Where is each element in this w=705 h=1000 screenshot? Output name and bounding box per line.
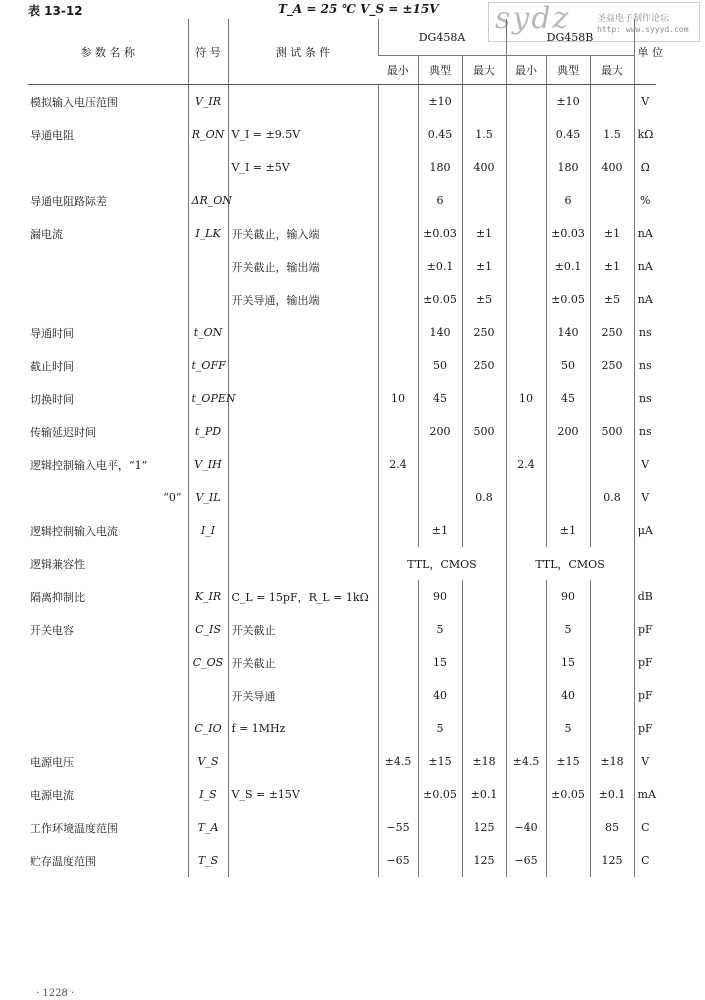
value-a-max: [462, 85, 506, 119]
value-a-max: [462, 514, 506, 547]
value-b-span: TTL，CMOS: [506, 547, 634, 580]
value-a-min: [378, 250, 418, 283]
value-b-typ: [546, 448, 590, 481]
col-a-typ: 典型: [418, 56, 462, 85]
value-a-typ: 140: [418, 316, 462, 349]
col-symbol: 符 号: [188, 19, 228, 85]
value-a-max: 1.5: [462, 118, 506, 151]
value-a-min: ±4.5: [378, 745, 418, 778]
value-b-typ: 15: [546, 646, 590, 679]
value-b-typ: [546, 481, 590, 514]
value-b-min: [506, 481, 546, 514]
value-b-max: [590, 679, 634, 712]
param-symbol: C_IO: [188, 712, 228, 745]
test-condition: 开关截止: [228, 646, 378, 679]
param-symbol: t_PD: [188, 415, 228, 448]
value-b-max: 400: [590, 151, 634, 184]
value-b-min: [506, 184, 546, 217]
test-condition: [228, 316, 378, 349]
value-b-max: [590, 646, 634, 679]
value-a-min: [378, 316, 418, 349]
value-a-typ: ±0.1: [418, 250, 462, 283]
param-unit: Ω: [634, 151, 656, 184]
value-b-max: 125: [590, 844, 634, 877]
value-a-max: [462, 613, 506, 646]
value-a-typ: 5: [418, 613, 462, 646]
value-a-max: [462, 646, 506, 679]
value-b-min: [506, 217, 546, 250]
test-condition: [228, 811, 378, 844]
table-row: [28, 679, 656, 712]
value-b-min: 10: [506, 382, 546, 415]
page-number: · 1228 ·: [36, 988, 75, 999]
param-name: 电源电流: [30, 788, 74, 802]
value-b-min: [506, 283, 546, 316]
test-condition: 开关截止，输入端: [228, 217, 378, 250]
col-part-b: DG458B: [506, 19, 634, 56]
test-condition: [228, 382, 378, 415]
test-condition: [228, 184, 378, 217]
param-symbol: K_IR: [188, 580, 228, 613]
test-condition: V_I = ±5V: [228, 151, 378, 184]
value-b-max: 250: [590, 349, 634, 382]
value-a-typ: 5: [418, 712, 462, 745]
value-a-min: [378, 184, 418, 217]
value-a-min: [378, 646, 418, 679]
table-row: [28, 580, 656, 613]
value-a-typ: 200: [418, 415, 462, 448]
value-b-min: [506, 679, 546, 712]
param-name: 逻辑控制输入电平，“1”: [30, 458, 148, 472]
value-b-typ: 40: [546, 679, 590, 712]
value-b-max: 1.5: [590, 118, 634, 151]
param-name: 导通电阻: [30, 128, 74, 142]
table-row: [28, 217, 656, 250]
param-unit: kΩ: [634, 118, 656, 151]
value-b-typ: 5: [546, 613, 590, 646]
value-b-min: [506, 613, 546, 646]
param-name: 贮存温度范围: [30, 854, 96, 868]
param-symbol: T_A: [188, 811, 228, 844]
value-a-typ: ±0.03: [418, 217, 462, 250]
param-symbol: C_IS: [188, 613, 228, 646]
col-unit: 单 位: [634, 19, 656, 85]
value-a-max: [462, 712, 506, 745]
param-unit: dB: [634, 580, 656, 613]
value-a-min: [378, 580, 418, 613]
param-symbol: [188, 547, 228, 580]
param-name: 电源电压: [30, 755, 74, 769]
test-condition: C_L = 15pF，R_L = 1kΩ: [228, 580, 378, 613]
value-b-typ: ±1: [546, 514, 590, 547]
value-b-typ: ±0.05: [546, 778, 590, 811]
value-a-typ: [418, 481, 462, 514]
value-a-typ: 180: [418, 151, 462, 184]
value-b-typ: 6: [546, 184, 590, 217]
value-a-max: [462, 580, 506, 613]
value-a-max: ±1: [462, 250, 506, 283]
value-b-min: [506, 712, 546, 745]
value-a-min: [378, 481, 418, 514]
watermark-logo: sydz: [495, 1, 571, 36]
value-a-max: 250: [462, 316, 506, 349]
value-b-min: [506, 118, 546, 151]
param-symbol: [188, 679, 228, 712]
param-name: 逻辑控制输入电流: [30, 524, 118, 538]
table-row: [28, 646, 656, 679]
table-row: [28, 118, 656, 151]
param-unit: nA: [634, 283, 656, 316]
value-b-min: [506, 85, 546, 119]
param-name: 工作环境温度范围: [30, 821, 118, 835]
col-part-a: DG458A: [378, 19, 506, 56]
param-unit: %: [634, 184, 656, 217]
value-b-max: [590, 613, 634, 646]
value-a-min: [378, 349, 418, 382]
value-a-typ: ±10: [418, 85, 462, 119]
value-b-min: [506, 778, 546, 811]
value-a-max: 250: [462, 349, 506, 382]
param-name: 传输延迟时间: [30, 425, 96, 439]
param-name: [28, 250, 188, 283]
value-b-typ: ±0.05: [546, 283, 590, 316]
value-b-min: [506, 514, 546, 547]
param-unit: pF: [634, 613, 656, 646]
param-name: 导通电阻路际差: [30, 194, 107, 208]
table-row: [28, 547, 656, 580]
table-row: [28, 613, 656, 646]
param-symbol: I_I: [188, 514, 228, 547]
value-b-min: 2.4: [506, 448, 546, 481]
param-symbol: V_IR: [188, 85, 228, 119]
param-unit: pF: [634, 679, 656, 712]
test-condition: 开关截止: [228, 613, 378, 646]
table-row: [28, 745, 656, 778]
value-a-max: 0.8: [462, 481, 506, 514]
param-unit: C: [634, 811, 656, 844]
value-a-typ: 90: [418, 580, 462, 613]
value-b-max: [590, 382, 634, 415]
value-a-min: [378, 118, 418, 151]
param-symbol: V_IL: [188, 481, 228, 514]
table-row: [28, 184, 656, 217]
param-unit: V: [634, 481, 656, 514]
value-a-typ: ±1: [418, 514, 462, 547]
value-b-max: [590, 184, 634, 217]
value-b-min: −40: [506, 811, 546, 844]
value-b-typ: ±0.1: [546, 250, 590, 283]
test-condition: 开关导通: [228, 679, 378, 712]
param-symbol: t_OPEN: [188, 382, 228, 415]
table-row: [28, 712, 656, 745]
param-unit: nA: [634, 217, 656, 250]
table-row: [28, 844, 656, 877]
value-b-min: [506, 151, 546, 184]
param-name: 导通时间: [30, 326, 74, 340]
param-unit: V: [634, 85, 656, 119]
param-symbol: [188, 151, 228, 184]
value-a-min: [378, 85, 418, 119]
value-b-min: [506, 415, 546, 448]
value-b-max: ±5: [590, 283, 634, 316]
value-b-typ: 180: [546, 151, 590, 184]
param-symbol: I_S: [188, 778, 228, 811]
param-unit: ns: [634, 382, 656, 415]
value-a-max: ±0.1: [462, 778, 506, 811]
test-condition: 开关导通，输出端: [228, 283, 378, 316]
value-b-max: ±0.1: [590, 778, 634, 811]
value-a-typ: 40: [418, 679, 462, 712]
param-name: 逻辑兼容性: [30, 557, 85, 571]
value-a-typ: 0.45: [418, 118, 462, 151]
param-unit: pF: [634, 646, 656, 679]
value-a-typ: 50: [418, 349, 462, 382]
param-symbol: V_S: [188, 745, 228, 778]
test-condition: f = 1MHz: [228, 712, 378, 745]
param-name: 切换时间: [30, 392, 74, 406]
table-row: [28, 85, 656, 119]
param-unit: [634, 547, 656, 580]
param-unit: V: [634, 448, 656, 481]
value-b-typ: 45: [546, 382, 590, 415]
param-unit: nA: [634, 250, 656, 283]
table-row: [28, 382, 656, 415]
table-row: [28, 514, 656, 547]
test-condition: V_I = ±9.5V: [228, 118, 378, 151]
param-unit: ns: [634, 316, 656, 349]
param-unit: V: [634, 745, 656, 778]
col-b-max: 最大: [590, 56, 634, 85]
param-symbol: ΔR_ON: [188, 184, 228, 217]
param-name: 隔离抑制比: [30, 590, 85, 604]
col-a-min: 最小: [378, 56, 418, 85]
value-a-max: 125: [462, 811, 506, 844]
param-unit: ns: [634, 415, 656, 448]
value-a-typ: [418, 448, 462, 481]
param-symbol: I_LK: [188, 217, 228, 250]
value-a-typ: 15: [418, 646, 462, 679]
value-b-typ: 90: [546, 580, 590, 613]
param-symbol: [188, 250, 228, 283]
param-name: [28, 679, 188, 712]
table-row: [28, 415, 656, 448]
param-symbol: R_ON: [188, 118, 228, 151]
value-b-max: [590, 85, 634, 119]
value-b-typ: ±0.03: [546, 217, 590, 250]
value-b-min: [506, 250, 546, 283]
param-name: [28, 712, 188, 745]
test-condition: [228, 349, 378, 382]
value-b-max: ±18: [590, 745, 634, 778]
test-condition: [228, 514, 378, 547]
test-condition: [228, 85, 378, 119]
value-a-min: [378, 778, 418, 811]
table-row: [28, 778, 656, 811]
table-row: [28, 811, 656, 844]
value-b-min: [506, 316, 546, 349]
value-b-typ: [546, 811, 590, 844]
test-condition: [228, 481, 378, 514]
value-a-typ: [418, 811, 462, 844]
param-symbol: T_S: [188, 844, 228, 877]
param-name: “0”: [163, 491, 182, 504]
value-b-max: [590, 448, 634, 481]
value-a-max: 400: [462, 151, 506, 184]
value-b-max: [590, 580, 634, 613]
table-number: 表 13-12: [28, 4, 83, 18]
table-row: [28, 250, 656, 283]
value-a-min: [378, 415, 418, 448]
value-b-max: 500: [590, 415, 634, 448]
param-symbol: t_ON: [188, 316, 228, 349]
param-unit: pF: [634, 712, 656, 745]
table-row: [28, 448, 656, 481]
spec-table: [28, 19, 664, 877]
test-conditions-header: T_A = 25 ℃ V_S = ±15V: [278, 2, 439, 16]
watermark-site-name: 圣益电子制作论坛: [597, 14, 670, 24]
test-condition: V_S = ±15V: [228, 778, 378, 811]
table-row: [28, 316, 656, 349]
param-symbol: [188, 283, 228, 316]
value-a-max: [462, 679, 506, 712]
table-row: [28, 481, 656, 514]
value-a-min: [378, 613, 418, 646]
value-a-max: 125: [462, 844, 506, 877]
table-row: [28, 151, 656, 184]
value-a-max: [462, 184, 506, 217]
value-b-typ: ±10: [546, 85, 590, 119]
col-conditions: 测 试 条 件: [228, 19, 378, 85]
value-b-min: −65: [506, 844, 546, 877]
value-a-min: [378, 151, 418, 184]
value-a-min: 2.4: [378, 448, 418, 481]
param-name: [28, 283, 188, 316]
value-a-max: [462, 448, 506, 481]
value-b-min: [506, 580, 546, 613]
test-condition: [228, 415, 378, 448]
value-a-typ: 6: [418, 184, 462, 217]
table-row: [28, 349, 656, 382]
value-b-max: ±1: [590, 250, 634, 283]
value-b-typ: 0.45: [546, 118, 590, 151]
value-b-max: 250: [590, 316, 634, 349]
value-b-max: 85: [590, 811, 634, 844]
value-b-max: [590, 712, 634, 745]
value-b-typ: 200: [546, 415, 590, 448]
value-a-typ: ±15: [418, 745, 462, 778]
param-unit: μA: [634, 514, 656, 547]
value-a-span: TTL，CMOS: [378, 547, 506, 580]
value-b-typ: [546, 844, 590, 877]
param-symbol: V_IH: [188, 448, 228, 481]
param-name: 模拟输入电压范围: [30, 95, 118, 109]
value-a-max: ±1: [462, 217, 506, 250]
value-a-min: [378, 514, 418, 547]
value-a-typ: ±0.05: [418, 778, 462, 811]
param-name: 截止时间: [30, 359, 74, 373]
value-b-max: [590, 514, 634, 547]
param-symbol: C_OS: [188, 646, 228, 679]
param-name: 开关电容: [30, 623, 74, 637]
value-a-min: [378, 712, 418, 745]
value-b-typ: ±15: [546, 745, 590, 778]
value-b-max: 0.8: [590, 481, 634, 514]
param-unit: C: [634, 844, 656, 877]
col-a-max: 最大: [462, 56, 506, 85]
value-b-typ: 140: [546, 316, 590, 349]
test-condition: [228, 844, 378, 877]
param-symbol: t_OFF: [188, 349, 228, 382]
value-b-typ: 5: [546, 712, 590, 745]
value-b-min: ±4.5: [506, 745, 546, 778]
value-a-min: [378, 217, 418, 250]
value-b-typ: 50: [546, 349, 590, 382]
test-condition: [228, 547, 378, 580]
param-name: 漏电流: [30, 227, 63, 241]
param-unit: ns: [634, 349, 656, 382]
col-b-min: 最小: [506, 56, 546, 85]
value-a-min: [378, 679, 418, 712]
value-a-max: [462, 382, 506, 415]
param-unit: mA: [634, 778, 656, 811]
col-param: 参 数 名 称: [28, 19, 188, 85]
param-name: [28, 151, 188, 184]
value-b-min: [506, 349, 546, 382]
value-a-min: −65: [378, 844, 418, 877]
spec-table-body: [28, 85, 656, 878]
test-condition: [228, 448, 378, 481]
value-a-min: 10: [378, 382, 418, 415]
value-a-max: ±18: [462, 745, 506, 778]
value-a-typ: ±0.05: [418, 283, 462, 316]
value-a-max: ±5: [462, 283, 506, 316]
table-row: [28, 283, 656, 316]
value-a-min: −55: [378, 811, 418, 844]
value-b-min: [506, 646, 546, 679]
watermark-url: http: www.syyyd.com: [597, 25, 689, 34]
value-b-max: ±1: [590, 217, 634, 250]
test-condition: 开关截止，输出端: [228, 250, 378, 283]
value-a-typ: 45: [418, 382, 462, 415]
value-a-min: [378, 283, 418, 316]
value-a-max: 500: [462, 415, 506, 448]
col-b-typ: 典型: [546, 56, 590, 85]
param-name: [28, 646, 188, 679]
test-condition: [228, 745, 378, 778]
value-a-typ: [418, 844, 462, 877]
